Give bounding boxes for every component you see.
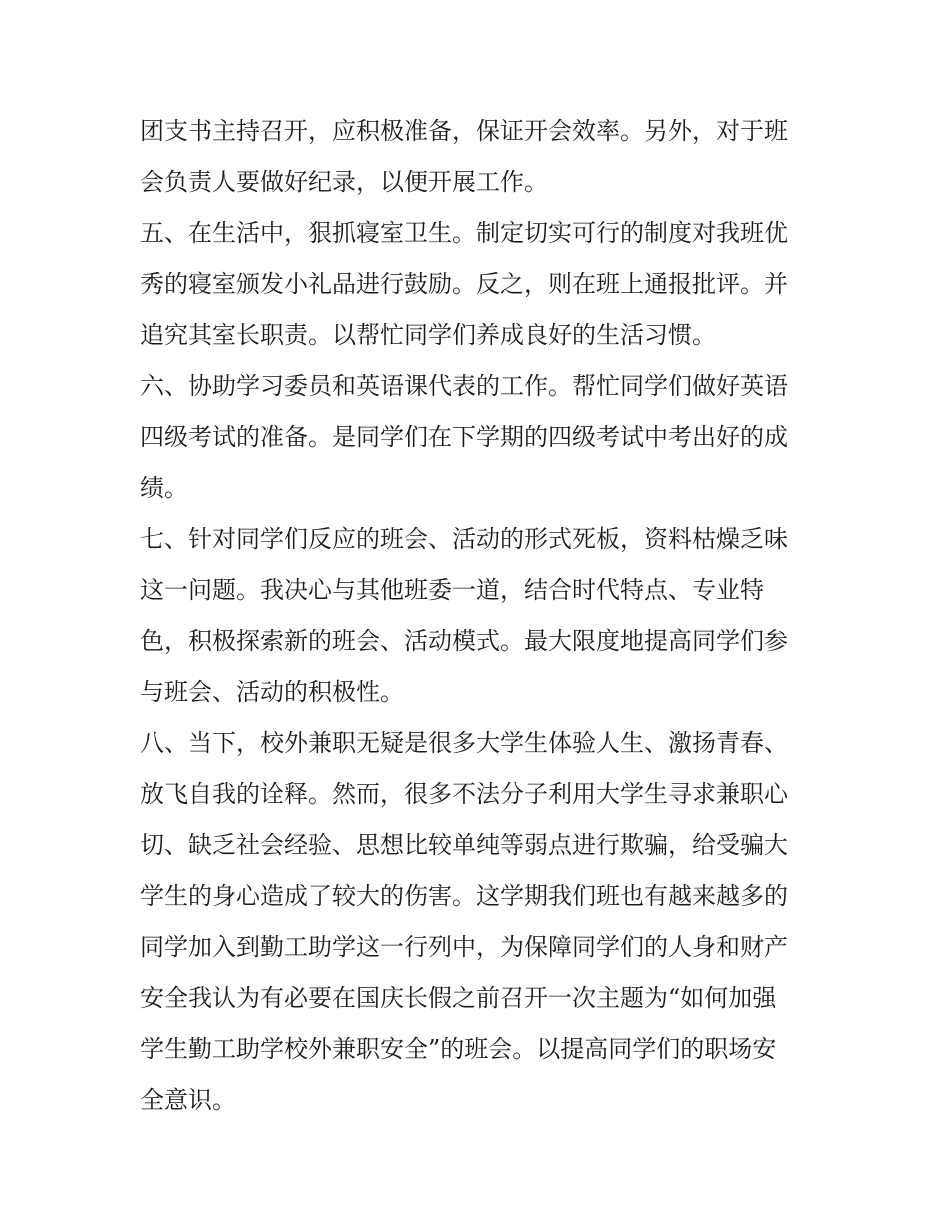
text-line: 切、缺乏社会经验、思想比较单纯等弱点进行欺骗，给受骗大 [140, 831, 788, 859]
text-line: 七、针对同学们反应的班会、活动的形式死板，资料枯燥乏味 [140, 525, 788, 553]
text-line: 绩。 [140, 474, 188, 502]
text-line: 六、协助学习委员和英语课代表的工作。帮忙同学们做好英语 [140, 372, 788, 400]
text-line: 放飞自我的诠释。然而，很多不法分子利用大学生寻求兼职心 [140, 780, 788, 808]
text-line: 团支书主持召开，应积极准备，保证开会效率。另外，对于班 [140, 117, 788, 145]
text-line: 同学加入到勤工助学这一行列中，为保障同学们的人身和财产 [140, 933, 788, 961]
text-line: 全意识。 [140, 1086, 236, 1114]
text-line: 学生的身心造成了较大的伤害。这学期我们班也有越来越多的 [140, 882, 788, 910]
text-line: 学生勤工助学校外兼职安全”的班会。以提高同学们的职场安 [140, 1035, 777, 1063]
text-line: 五、在生活中，狠抓寝室卫生。制定切实可行的制度对我班优 [140, 219, 788, 247]
text-line: 色，积极探索新的班会、活动模式。最大限度地提高同学们参 [140, 627, 788, 655]
text-line: 会负责人要做好纪录，以便开展工作。 [140, 168, 548, 196]
text-line: 四级考试的准备。是同学们在下学期的四级考试中考出好的成 [140, 423, 788, 451]
text-line: 追究其室长职责。以帮忙同学们养成良好的生活习惯。 [140, 321, 716, 349]
text-line: 秀的寝室颁发小礼品进行鼓励。反之，则在班上通报批评。并 [140, 270, 788, 298]
text-line: 这一问题。我决心与其他班委一道，结合时代特点、专业特 [140, 576, 764, 604]
text-line: 安全我认为有必要在国庆长假之前召开一次主题为“如何加强 [140, 984, 777, 1012]
document-body [140, 106, 820, 1126]
text-line: 八、当下，校外兼职无疑是很多大学生体验人生、激扬青春、 [140, 729, 788, 757]
text-line: 与班会、活动的积极性。 [140, 678, 404, 706]
